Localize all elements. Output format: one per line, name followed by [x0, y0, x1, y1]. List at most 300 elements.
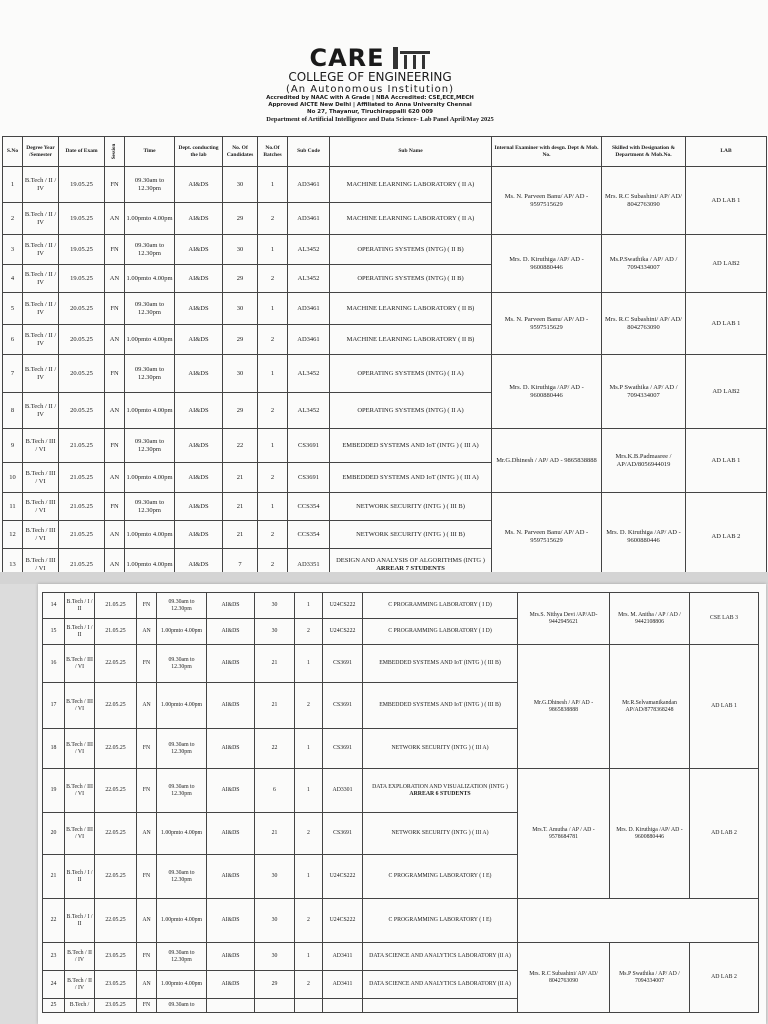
cell-date: 22.05.25	[95, 855, 137, 899]
cell-dept	[207, 999, 255, 1013]
cell-session: AN	[137, 971, 157, 999]
header-lab: LAB	[686, 137, 767, 167]
accreditation-line: Accredited by NAAC with A Grade | NBA Accredited: CSE,ECE,MECH	[266, 95, 474, 101]
cell-dept: AI&DS	[207, 769, 255, 813]
cell-batch: 1	[295, 855, 323, 899]
cell-date: 23.05.25	[95, 971, 137, 999]
cell-date: 21.05.25	[59, 429, 105, 463]
cell-date: 22.05.25	[95, 769, 137, 813]
cell-batch: 2	[258, 393, 288, 429]
cell-batch: 1	[295, 593, 323, 619]
cell-subject-name	[330, 235, 492, 265]
cell-dept: AI&DS	[175, 549, 223, 579]
cell-degree: B.Tech / I / II	[65, 899, 95, 943]
cell-batch: 2	[258, 203, 288, 235]
cell-degree: B.Tech / III / VI	[23, 463, 59, 493]
subject-name-text: EMBEDDED SYSTEMS AND IoT (INTG ) ( III B)	[379, 702, 501, 708]
cell-batch: 1	[295, 769, 323, 813]
subject-name-text: NETWORK SECURITY (INTG ) ( III A)	[391, 830, 489, 836]
header-degree: Degree Year /Semester	[23, 137, 59, 167]
cell-cand: 29	[255, 971, 295, 999]
cell-date: 22.05.25	[95, 645, 137, 683]
subject-name-text: OPERATING SYSTEMS (INTG) ( II B)	[357, 274, 464, 282]
cell-time: 09.30am to	[157, 999, 207, 1013]
cell-session: AN	[137, 619, 157, 645]
cell-degree: B.Tech / II / IV	[23, 265, 59, 293]
subject-name-text: C PROGRAMMING LABORATORY ( I D)	[388, 628, 492, 634]
cell-internal: Ms. N. Parveen Banu/ AP/ AD - 9597515629	[492, 493, 602, 579]
cell-code: U24CS222	[323, 593, 363, 619]
cell-time: 09.30am to 12.30pm	[157, 593, 207, 619]
cell-code: AD3411	[323, 943, 363, 971]
cell-session: AN	[105, 203, 125, 235]
cell-degree: B.Tech / III / VI	[23, 549, 59, 579]
table-row	[3, 355, 767, 393]
cell-degree: B.Tech / II / IV	[65, 971, 95, 999]
header-skilled: Skilled with Designation & Department & Mob.No.	[602, 137, 686, 167]
cell-degree: B.Tech / I / II	[65, 855, 95, 899]
cell-sno: 15	[43, 619, 65, 645]
cell-dept: AI&DS	[175, 393, 223, 429]
cell-cand: 30	[255, 899, 295, 943]
cell-session: FN	[105, 235, 125, 265]
cell-date: 22.05.25	[95, 899, 137, 943]
table-row	[43, 769, 759, 813]
cell-time: 09.30am to 12.30pm	[157, 729, 207, 769]
header-session: Session	[105, 137, 125, 167]
cell-sno: 5	[3, 293, 23, 325]
cell-date: 20.05.25	[59, 293, 105, 325]
college-logo-icon	[391, 47, 431, 69]
cell-sno: 1	[3, 167, 23, 203]
cell-sno: 6	[3, 325, 23, 355]
cell-sno: 9	[3, 429, 23, 463]
cell-code: AD3411	[323, 971, 363, 999]
cell-session: FN	[137, 943, 157, 971]
header-code: Sub Code	[288, 137, 330, 167]
cell-time: 09.30am to 12.30pm	[157, 855, 207, 899]
cell-batch: 1	[258, 493, 288, 521]
cell-time: 1.00pmto 4.00pm	[157, 619, 207, 645]
cell-dept: AI&DS	[207, 683, 255, 729]
cell-dept: AI&DS	[207, 899, 255, 943]
cell-subject-name	[330, 203, 492, 235]
cell-dept: AI&DS	[175, 203, 223, 235]
subject-name-text: OPERATING SYSTEMS (INTG) ( II A)	[357, 369, 464, 377]
cell-batch: 2	[295, 971, 323, 999]
subject-note: ARREAR 6 STUDENTS	[409, 790, 471, 797]
cell-time: 1.00pmto 4.00pm	[125, 265, 175, 293]
cell-subject-name	[330, 325, 492, 355]
subject-name-text: EMBEDDED SYSTEMS AND IoT (INTG ) ( III B)	[379, 660, 501, 666]
cell-degree: B.Tech / III / VI	[65, 769, 95, 813]
cell-lab: AD LAB2	[686, 355, 767, 429]
cell-batch: 2	[258, 549, 288, 579]
cell-sno: 19	[43, 769, 65, 813]
cell-lab: CSE LAB 3	[690, 593, 759, 645]
cell-sno: 3	[3, 235, 23, 265]
subject-name-text: C PROGRAMMING LABORATORY ( I E)	[388, 873, 492, 879]
cell-degree: B.Tech / III / VI	[65, 813, 95, 855]
cell-dept: AI&DS	[175, 521, 223, 549]
cell-lab: AD LAB2	[686, 235, 767, 293]
cell-session: FN	[137, 593, 157, 619]
table-row	[43, 943, 759, 971]
cell-session: AN	[137, 813, 157, 855]
cell-degree: B.Tech / III / VI	[23, 521, 59, 549]
cell-session: FN	[137, 645, 157, 683]
cell-code: CS3691	[323, 729, 363, 769]
cell-degree: B.Tech / II / IV	[23, 293, 59, 325]
cell-session: FN	[105, 493, 125, 521]
cell-cand: 30	[223, 293, 258, 325]
cell-degree: B.Tech / II / IV	[23, 235, 59, 265]
cell-date: 22.05.25	[95, 729, 137, 769]
cell-cand: 29	[223, 393, 258, 429]
document-page-2	[38, 584, 766, 1024]
cell-sno: 17	[43, 683, 65, 729]
cell-degree: B.Tech / III / VI	[23, 493, 59, 521]
cell-cand: 30	[255, 619, 295, 645]
cell-date: 23.05.25	[95, 999, 137, 1013]
cell-dept: AI&DS	[175, 325, 223, 355]
cell-dept: AI&DS	[207, 593, 255, 619]
cell-internal: Ms. N. Parveen Banu/ AP/ AD - 9597515629	[492, 167, 602, 235]
cell-dept: AI&DS	[175, 429, 223, 463]
cell-skilled: Ms.P Swathika / AP/ AD / 7094334007	[610, 943, 690, 1013]
cell-sno: 7	[3, 355, 23, 393]
cell-session: FN	[137, 855, 157, 899]
cell-sno: 14	[43, 593, 65, 619]
cell-date: 21.05.25	[59, 521, 105, 549]
cell-code: AL3452	[288, 393, 330, 429]
cell-internal: Mrs. R.C Subashini/ AP/ AD/ 8042763090	[518, 943, 610, 1013]
header-time: Time	[125, 137, 175, 167]
cell-time: 1.00pmto 4.00pm	[157, 899, 207, 943]
cell-code: CS3691	[323, 645, 363, 683]
cell-date: 19.05.25	[59, 203, 105, 235]
cell-code: AL3452	[288, 265, 330, 293]
cell-code: CCS354	[288, 493, 330, 521]
cell-degree: B.Tech / I / II	[65, 619, 95, 645]
cell-dept: AI&DS	[207, 971, 255, 999]
cell-batch: 1	[258, 235, 288, 265]
cell-cand: 22	[255, 729, 295, 769]
cell-internal: Mrs.S. Nithya Devi /AP/AD-9442945621	[518, 593, 610, 645]
cell-time: 1.00pmto 4.00pm	[125, 549, 175, 579]
cell-subject-name	[330, 493, 492, 521]
cell-internal: Mr.G.Dhinesh / AP/ AD - 9865838888	[492, 429, 602, 493]
cell-cand: 21	[223, 493, 258, 521]
cell-lab: AD LAB 1	[686, 293, 767, 355]
cell-code: AD3351	[288, 549, 330, 579]
cell-sno: 24	[43, 971, 65, 999]
cell-sno: 22	[43, 899, 65, 943]
table-row	[3, 429, 767, 463]
cell-session: AN	[137, 683, 157, 729]
cell-code: CS3691	[323, 813, 363, 855]
cell-sno: 21	[43, 855, 65, 899]
cell-date: 22.05.25	[95, 813, 137, 855]
cell-subject-name	[363, 769, 518, 813]
cell-code: AL3452	[288, 355, 330, 393]
cell-subject-name	[363, 593, 518, 619]
cell-batch: 2	[258, 265, 288, 293]
cell-date: 19.05.25	[59, 167, 105, 203]
lab-panel-table-2	[42, 592, 759, 1013]
subject-name-text: NETWORK SECURITY (INTG ) ( III B)	[356, 530, 465, 538]
subject-name-text: NETWORK SECURITY (INTG ) ( III A)	[391, 745, 489, 751]
cell-degree: B.Tech / II / IV	[23, 167, 59, 203]
cell-date: 19.05.25	[59, 235, 105, 265]
subject-name-text: DATA SCIENCE AND ANALYTICS LABORATORY (II A)	[369, 953, 511, 959]
cell-date: 21.05.25	[95, 593, 137, 619]
cell-degree: B.Tech / III / VI	[65, 683, 95, 729]
cell-dept: AI&DS	[175, 463, 223, 493]
cell-batch: 1	[258, 355, 288, 393]
cell-cand: 6	[255, 769, 295, 813]
cell-dept: AI&DS	[175, 167, 223, 203]
cell-time: 09.30am to 12.30pm	[125, 167, 175, 203]
cell-skilled: Mrs. R.C Subashini/ AP/ AD/ 8042763090	[602, 293, 686, 355]
cell-degree: B.Tech / II / IV	[65, 943, 95, 971]
cell-internal: Mrs. D. Kiruthiga /AP/ AD - 9600880446	[492, 355, 602, 429]
cell-batch: 1	[295, 645, 323, 683]
cell-session: AN	[105, 463, 125, 493]
cell-skilled: Mrs. M. Anitha / AP / AD / 9442108806	[610, 593, 690, 645]
cell-subject-name	[363, 619, 518, 645]
cell-batch: 1	[295, 943, 323, 971]
cell-cand: 30	[255, 593, 295, 619]
cell-skilled: Mrs. R.C Subashini/ AP/ AD/ 8042763090	[602, 167, 686, 235]
cell-internal: Ms. N. Parveen Banu/ AP/ AD - 9597515629	[492, 293, 602, 355]
cell-sno: 11	[3, 493, 23, 521]
subject-name-text: MACHINE LEARNING LABORATORY ( II A)	[346, 180, 475, 188]
cell-dept: AI&DS	[175, 493, 223, 521]
cell-subject-name	[330, 265, 492, 293]
header-sno: S.No	[3, 137, 23, 167]
cell-time: 09.30am to 12.30pm	[125, 493, 175, 521]
cell-code	[323, 999, 363, 1013]
cell-session: FN	[137, 729, 157, 769]
cell-time: 09.30am to 12.30pm	[125, 429, 175, 463]
cell-time: 1.00pmto 4.00pm	[157, 683, 207, 729]
cell-time: 1.00pmto 4.00pm	[125, 325, 175, 355]
subject-name-text: DATA EXPLORATION AND VISUALIZATION (INTG )	[372, 783, 508, 790]
cell-date: 19.05.25	[59, 265, 105, 293]
college-subtitle: COLLEGE OF ENGINEERING	[288, 70, 452, 84]
subject-name-text: EMBEDDED SYSTEMS AND IoT (INTG ) ( III A)	[342, 473, 479, 481]
cell-lab: AD LAB 2	[690, 769, 759, 899]
cell-date: 22.05.25	[95, 683, 137, 729]
header-candidates: No. Of Candidates	[223, 137, 258, 167]
cell-dept: AI&DS	[207, 619, 255, 645]
cell-date: 21.05.25	[59, 463, 105, 493]
cell-degree: B.Tech / II / IV	[23, 355, 59, 393]
subject-name-text: MACHINE LEARNING LABORATORY ( II A)	[346, 214, 475, 222]
cell-session: FN	[105, 429, 125, 463]
cell-dept: AI&DS	[175, 355, 223, 393]
cell-time: 1.00pmto 4.00pm	[125, 521, 175, 549]
cell-date: 20.05.25	[59, 325, 105, 355]
cell-date: 21.05.25	[59, 493, 105, 521]
cell-batch: 1	[258, 167, 288, 203]
cell-session: FN	[105, 355, 125, 393]
cell-subject-name	[363, 999, 518, 1013]
cell-degree: B.Tech / III / VI	[65, 645, 95, 683]
cell-time: 1.00pmto 4.00pm	[157, 813, 207, 855]
cell-dept: AI&DS	[175, 293, 223, 325]
cell-degree: B.Tech / III / VI	[65, 729, 95, 769]
header-dept: Dept. conducting the lab	[175, 137, 223, 167]
cell-code: CS3691	[288, 429, 330, 463]
cell-cand: 30	[223, 355, 258, 393]
cell-time: 09.30am to 12.30pm	[125, 355, 175, 393]
cell-date: 21.05.25	[95, 619, 137, 645]
cell-time: 09.30am to 12.30pm	[157, 769, 207, 813]
cell-degree: B.Tech / II / IV	[23, 325, 59, 355]
cell-internal: Mrs. D. Kiruthiga /AP/ AD - 9600880446	[492, 235, 602, 293]
cell-cand: 7	[223, 549, 258, 579]
letterhead	[220, 44, 520, 116]
cell-time: 09.30am to 12.30pm	[125, 293, 175, 325]
cell-dept: AI&DS	[207, 645, 255, 683]
table-row	[3, 293, 767, 325]
cell-code: AD3461	[288, 167, 330, 203]
table-row	[3, 493, 767, 521]
cell-cand	[255, 999, 295, 1013]
cell-lab: AD LAB 1	[690, 645, 759, 769]
cell-internal: Mr.G.Dhinesh / AP/ AD - 9865838888	[518, 645, 610, 769]
cell-session: AN	[105, 265, 125, 293]
cell-batch: 2	[295, 899, 323, 943]
subject-note: ARREAR 7 STUDENTS	[376, 564, 445, 572]
header-batches: No.Of Batches	[258, 137, 288, 167]
cell-code: AD3461	[288, 325, 330, 355]
cell-code: AL3452	[288, 235, 330, 265]
cell-lab: AD LAB 2	[686, 493, 767, 579]
college-name: CARE	[309, 44, 385, 72]
header-internal: Internal Examiner with desgn. Dept & Mob. No.	[492, 137, 602, 167]
cell-cand: 22	[223, 429, 258, 463]
cell-code: U24CS222	[323, 899, 363, 943]
cell-degree: B.Tech /	[65, 999, 95, 1013]
cell-batch: 1	[258, 429, 288, 463]
cell-subject-name	[330, 393, 492, 429]
cell-degree: B.Tech / II / IV	[23, 393, 59, 429]
cell-batch: 2	[258, 521, 288, 549]
table-row	[43, 899, 759, 943]
cell-batch: 2	[258, 463, 288, 493]
subject-name-text: MACHINE LEARNING LABORATORY ( II B)	[346, 304, 475, 312]
cell-skilled: Mrs.K.B.Padmasree / AP/AD/8056944019	[602, 429, 686, 493]
cell-degree: B.Tech / II / IV	[23, 203, 59, 235]
cell-dept: AI&DS	[207, 943, 255, 971]
subject-name-text: OPERATING SYSTEMS (INTG) ( II A)	[357, 406, 464, 414]
cell-session: AN	[105, 521, 125, 549]
cell-cand: 29	[223, 203, 258, 235]
cell-sno: 2	[3, 203, 23, 235]
cell-session: FN	[137, 999, 157, 1013]
cell-cand: 30	[223, 167, 258, 203]
cell-time: 09.30am to 12.30pm	[157, 943, 207, 971]
table-row	[3, 235, 767, 265]
cell-code: AD3301	[323, 769, 363, 813]
cell-dept: AI&DS	[207, 729, 255, 769]
cell-sno: 12	[3, 521, 23, 549]
cell-skilled: Ms.P Swathika / AP/ AD / 7094334007	[602, 355, 686, 429]
cell-time: 1.00pmto 4.00pm	[125, 463, 175, 493]
cell-sno: 16	[43, 645, 65, 683]
cell-lab: AD LAB 2	[690, 943, 759, 1013]
cell-subject-name	[330, 463, 492, 493]
cell-dept: AI&DS	[207, 813, 255, 855]
cell-internal: Mrs.T. Amutha / AP / AD - 9578684781	[518, 769, 610, 899]
cell-sno: 10	[3, 463, 23, 493]
cell-degree: B.Tech / III / VI	[23, 429, 59, 463]
cell-code: CS3691	[288, 463, 330, 493]
cell-sno: 8	[3, 393, 23, 429]
cell-session: AN	[137, 899, 157, 943]
cell-code: CS3691	[323, 683, 363, 729]
cell-subject-name	[363, 813, 518, 855]
subject-name-text: C PROGRAMMING LABORATORY ( I D)	[388, 602, 492, 608]
cell-time: 1.00pmto 4.00pm	[125, 203, 175, 235]
cell-batch	[295, 999, 323, 1013]
cell-session: AN	[105, 393, 125, 429]
cell-sno: 23	[43, 943, 65, 971]
cell-time: 09.30am to 12.30pm	[157, 645, 207, 683]
cell-time: 1.00pmto 4.00pm	[157, 971, 207, 999]
table-row	[43, 645, 759, 683]
cell-subject-name	[330, 429, 492, 463]
cell-subject-name	[330, 355, 492, 393]
cell-date: 20.05.25	[59, 355, 105, 393]
cell-session: AN	[105, 325, 125, 355]
cell-sno: 25	[43, 999, 65, 1013]
cell-date: 23.05.25	[95, 943, 137, 971]
cell-subject-name	[363, 971, 518, 999]
cell-session: FN	[105, 293, 125, 325]
cell-batch: 2	[295, 813, 323, 855]
cell-session: FN	[105, 167, 125, 203]
cell-sno: 18	[43, 729, 65, 769]
cell-cand: 29	[223, 325, 258, 355]
cell-cand: 29	[223, 265, 258, 293]
subject-name-text: NETWORK SECURITY (INTG ) ( III B)	[356, 502, 465, 510]
cell-subject-name	[330, 293, 492, 325]
cell-sno: 20	[43, 813, 65, 855]
cell-dept: AI&DS	[207, 855, 255, 899]
cell-skilled: Mrs. D. Kiruthiga /AP/ AD - 9600880446	[610, 769, 690, 899]
cell-code: U24CS222	[323, 855, 363, 899]
cell-time: 1.00pmto 4.00pm	[125, 393, 175, 429]
document-title: Department of Artificial Intelligence and Data Science- Lab Panel April/May 2025	[266, 116, 494, 123]
subject-name-text: MACHINE LEARNING LABORATORY ( II B)	[346, 335, 475, 343]
cell-batch: 2	[295, 619, 323, 645]
cell-subject-name	[363, 683, 518, 729]
college-status: (An Autonomous Institution)	[285, 84, 455, 95]
header-subname: Sub Name	[330, 137, 492, 167]
cell-cand: 21	[255, 813, 295, 855]
cell-lab: AD LAB 1	[686, 429, 767, 493]
cell-date: 20.05.25	[59, 393, 105, 429]
cell-subject-name	[363, 729, 518, 769]
cell-cand: 30	[223, 235, 258, 265]
cell-code: U24CS222	[323, 619, 363, 645]
subject-name-text: DESIGN AND ANALYSIS OF ALGORITHMS (INTG )	[336, 556, 485, 564]
cell-batch: 1	[295, 729, 323, 769]
